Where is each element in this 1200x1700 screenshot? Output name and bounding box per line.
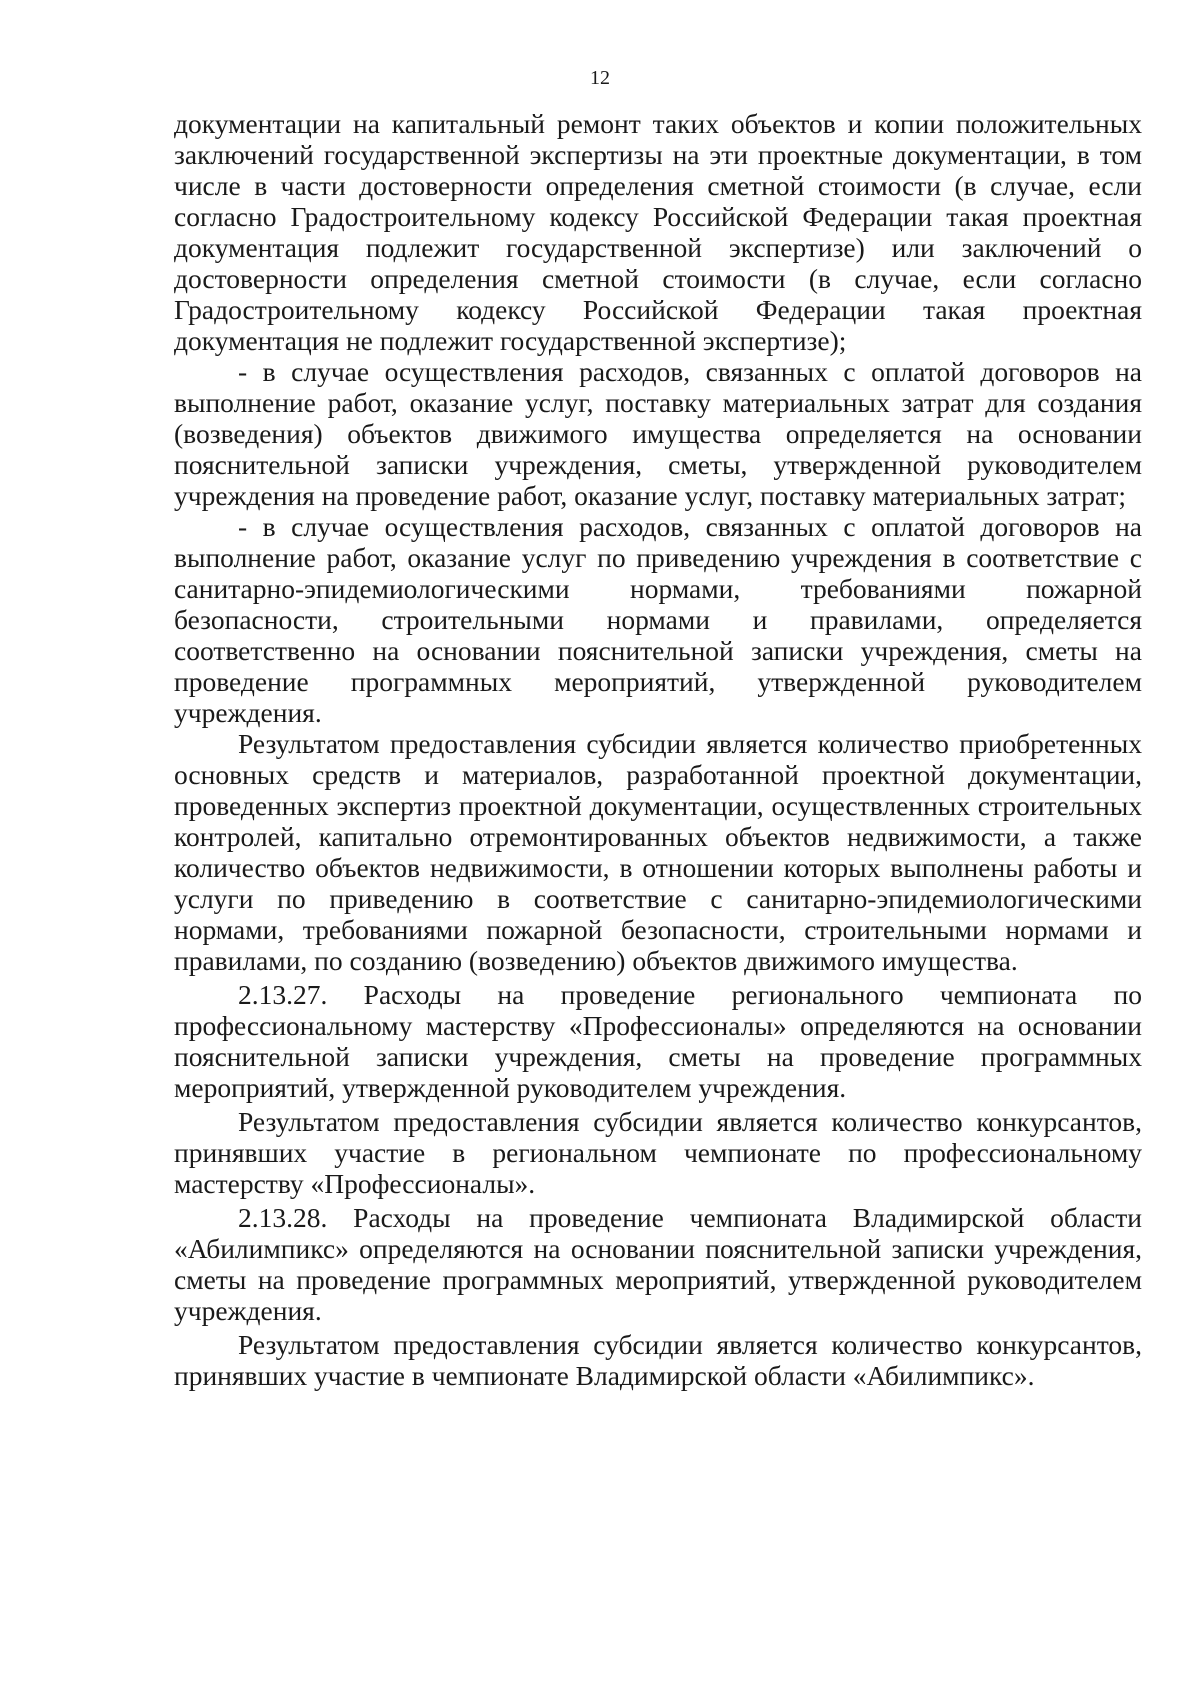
paragraph-movable-property-expenses: - в случае осуществления расходов, связанных с оплатой договоров на выполнение работ, оказание услуг, поставку материальных затрат для создания (возведения) объектов движимого имущества определяется на основании пояснительной записки учреждения, сметы, утвержденной руководителем учреждения на проведение работ, оказание услуг, поставку материальных затрат; [174,356,1142,511]
page-number: 12 [590,67,610,89]
paragraph-subsidy-result-professionals: Результатом предоставления субсидии является количество конкурсантов, принявших участие в региональном чемпионате по профессиональному мастерству «Профессионалы». [174,1106,1142,1199]
paragraph-continuation: документации на капитальный ремонт таких объектов и копии положительных заключений государственной экспертизы на эти проектные документации, в том числе в части достоверности определения сметной стоимости (в случае, если согласно Градостроительному кодексу Российской Федерации такая проектная документация подлежит государственной экспертизе) или заключений о достоверности определения сметной стоимости (в случае, если согласно Градостроительному кодексу Российской Федерации такая проектная документация не подлежит государственной экспертизе); [174,108,1142,356]
paragraph-clause-2-13-27: 2.13.27. Расходы на проведение регионального чемпионата по профессиональному мастерству «Профессионалы» определяются на основании пояснительной записки учреждения, сметы на проведение программных мероприятий, утвержденной руководителем учреждения. [174,979,1142,1103]
paragraph-subsidy-result-property: Результатом предоставления субсидии является количество приобретенных основных средств и материалов, разработанной проектной документации, проведенных экспертиз проектной документации, осуществленных строительных контролей, капитально отремонтированных объектов недвижимости, а также количество объектов недвижимости, в отношении которых выполнены работы и услуги по приведению в соответствие с санитарно-эпидемиологическими нормами, требованиями пожарной безопасности, строительными нормами и правилами, по созданию (возведению) объектов движимого имущества. [174,728,1142,976]
paragraph-clause-2-13-28: 2.13.28. Расходы на проведение чемпионата Владимирской области «Абилимпикс» определяются на основании пояснительной записки учреждения, сметы на проведение программных мероприятий, утвержденной руководителем учреждения. [174,1202,1142,1326]
paragraph-sanitary-compliance-expenses: - в случае осуществления расходов, связанных с оплатой договоров на выполнение работ, оказание услуг по приведению учреждения в соответствие с санитарно-эпидемиологическими нормами, требованиями пожарной безопасности, строительными нормами и правилами, определяется соответственно на основании пояснительной записки учреждения, сметы на проведение программных мероприятий, утвержденной руководителем учреждения. [174,511,1142,728]
document-body [174,108,1142,1391]
paragraph-subsidy-result-abilympics: Результатом предоставления субсидии является количество конкурсантов, принявших участие в чемпионате Владимирской области «Абилимпикс». [174,1329,1142,1391]
